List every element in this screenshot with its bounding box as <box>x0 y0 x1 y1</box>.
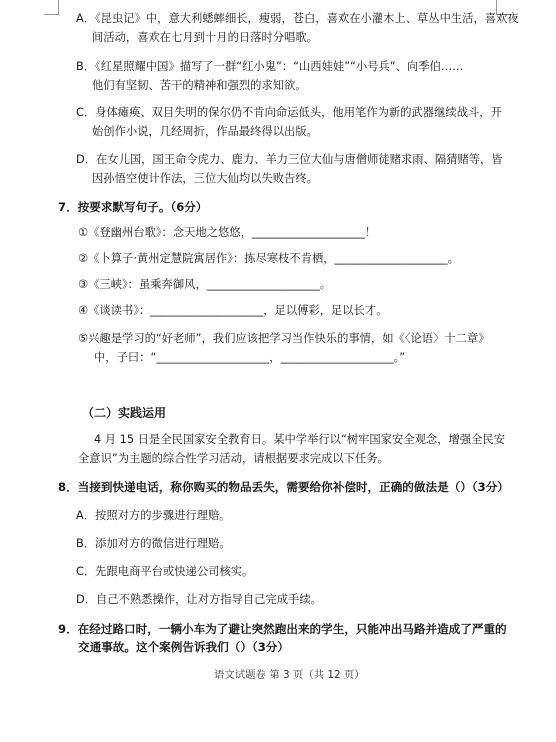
question7-item1: ①《登幽州台歌》：念天地之悠悠，____________________！ <box>78 226 377 239</box>
question6-option-c-line1: C．身体瘫痪、双目失明的保尔仍不肯向命运低头，他用笔作为新的武器继续战斗，开 <box>76 106 502 119</box>
question6-option-d-line1: D．在女儿国，国王命令虎力、鹿力、羊力三位大仙与唐僧师徒赌求雨、隔猜赌等，皆 <box>76 153 503 166</box>
question7-item3: ③《三峡》：虽乘奔御风，____________________。 <box>78 278 332 291</box>
question6-option-a-line1: A．《昆虫记》中，意大利蟋蟀细长，瘦弱，苍白，喜欢在小灌木上、草丛中生活，喜欢夜 <box>76 12 519 25</box>
question7-item5-line1: ⑤兴趣是学习的“好老师”，我们应该把学习当作快乐的事情，如《〈论语〉十二章》 <box>78 332 490 345</box>
crop-mark-top-left <box>44 0 59 15</box>
question9-title-line2: 交通事故。这个案例告诉我们（）（3分） <box>78 640 289 654</box>
question8-option-a: A．按照对方的步骤进行理赔。 <box>76 509 231 522</box>
question6-option-b-line1: B．《红星照耀中国》描写了一群“红小鬼”：“山西娃娃”“小号兵”、向季伯…… <box>76 60 464 73</box>
section-intro-line2: 全意识”为主题的综合性学习活动，请根据要求完成以下任务。 <box>78 452 389 465</box>
question6-option-b-line2: 他们有坚韧、苦干的精神和强烈的求知欲。 <box>92 79 307 92</box>
question6-option-c-line2: 始创作小说，几经周折，作品最终得以出版。 <box>92 125 318 138</box>
question6-option-a-line2: 间活动，喜欢在七月到十月的日落时分唱歌。 <box>92 31 318 44</box>
question9-title-line1: 9．在经过路口时，一辆小车为了避让突然跑出来的学生，只能冲出马路并造成了严重的 <box>58 622 507 636</box>
section-intro-line1: 4 月 15 日是全民国家安全教育日。某中学举行以“树牢国家安全观念，增强全民安 <box>94 433 505 446</box>
question7-item5-line2: 中，子曰：“____________________，____________________。” <box>94 351 406 364</box>
question8-option-b: B．添加对方的微信进行理赔。 <box>76 537 231 550</box>
question7-item4: ④《谈读书》：____________________，足以傅彩，足以长才。 <box>78 304 388 317</box>
question6-option-d-line2: 因孙悟空使计作法，三位大仙均以失败告终。 <box>92 172 318 185</box>
section-heading-practice: （二）实践运用 <box>82 406 167 420</box>
question7-title: 7．按要求默写句子。（6分） <box>58 200 208 214</box>
question8-option-c: C．先跟电商平台或快递公司核实。 <box>76 565 254 578</box>
question7-item2: ②《卜算子·黄州定慧院寓居作》：拣尽寒枝不肯栖，____________________。 <box>78 252 459 265</box>
question8-option-d: D．自己不熟悉操作，让对方指导自己完成手续。 <box>76 593 322 606</box>
page-footer: 语文试题卷 第 3 页（共 12 页） <box>214 669 365 681</box>
question8-title: 8．当接到快递电话，称你购买的物品丢失，需要给你补偿时，正确的做法是（）（3分） <box>58 480 509 494</box>
